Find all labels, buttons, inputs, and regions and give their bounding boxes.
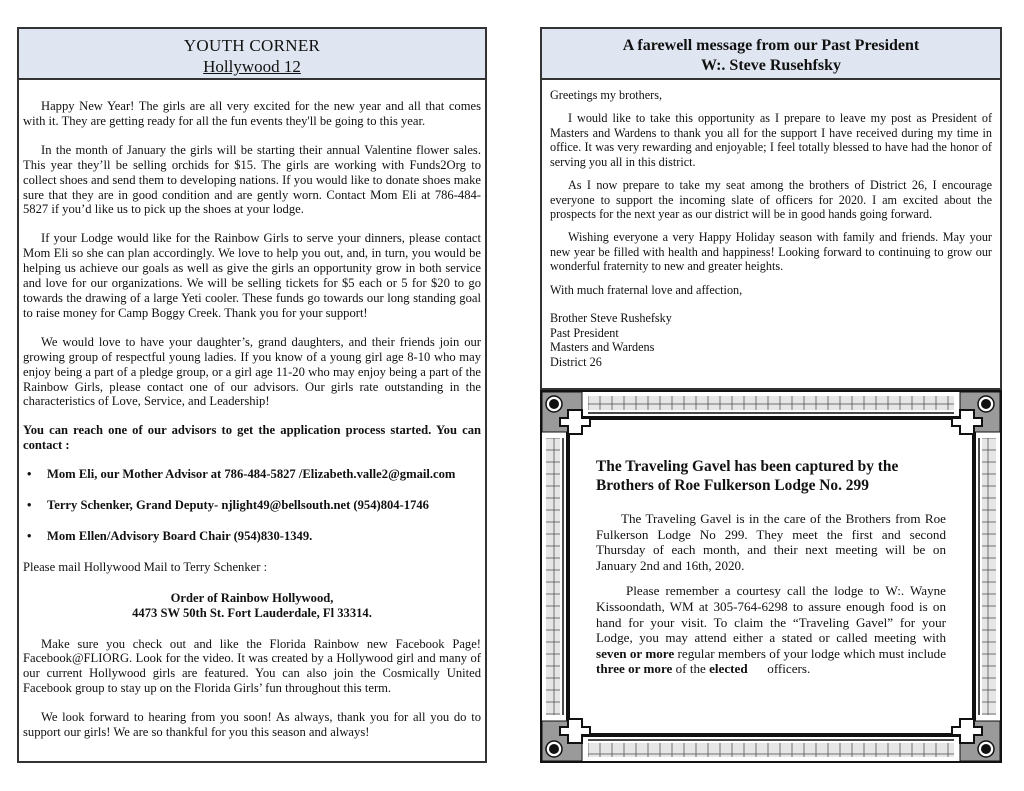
gavel-para-2-text: officers. (747, 661, 811, 677)
frame-top-tiles (588, 396, 954, 410)
gavel-para-2-text: Please remember a courtesy call the lodge to W:. Wayne Kissoondath, WM at 305-764-6298 to assure enough food is on hand for your visit. To claim the “Traveling Gavel” for your Lodge, you may attend either a stated or called meeting with (596, 583, 946, 646)
youth-para-3: If your Lodge would like for the Rainbow Girls to serve your dinners, please contact Mom Eli so she can plan accordingly. We love to help you out, and, in turn, you would be helping us achieve our goals as well as give the girls an opportunity grow in both service and love for our organizations. We will be selling tickets for $5 each or 5 for $20 to go towards the drawing of a large Yeti cooler. These funds go towards our long standing goal to raise money for Camp Boggy Creek. Thank you for your support! (23, 231, 481, 320)
farewell-title: A farewell message from our Past President (622, 37, 920, 54)
frame-left-tiles (546, 438, 560, 715)
traveling-gavel-article (596, 457, 946, 687)
gavel-para-2-text: of the (672, 661, 710, 677)
gavel-para-1: The Traveling Gavel is in the care of the Brothers from Roe Fulkerson Lodge No 299. They meet the first and second Thursday of each month, and their next meeting will be on January 2nd and 16th, 2020. (596, 511, 946, 573)
youth-para-4: We would love to have your daughter’s, grand daughters, and their friends join our growing group of respectful young ladies. If you know of a young girl age 8-10 who may enjoy being a part of a pledge group, or a girl age 11-20 who may enjoy being a part of the Rainbow Girls, please contact one of our advisors. Our girls rate outstanding in the characteristics of Love, Service, and Leadership! (23, 334, 481, 409)
youth-corner-subtitle: Hollywood 12 (203, 57, 301, 76)
farewell-para-1: I would like to take this opportunity as I prepare to leave my post as President of Masters and Wardens to thank you all for the support I have received during my time in office. It was very rewarding and enjoyable; I feel totally blessed to have had the honor of serving you all in this district. (550, 111, 992, 169)
farewell-signature (550, 311, 992, 369)
gavel-para-2 (596, 583, 946, 677)
farewell-body (542, 80, 1000, 370)
signature-title: Past President (550, 325, 619, 340)
advisors-intro: You can reach one of our advisors to get the application process started. You can contact : (23, 423, 481, 453)
bullet-icon: • (27, 467, 32, 482)
advisor-text: Terry Schenker, Grand Deputy- njlight49@bellsouth.net (954)804-1746 (47, 498, 429, 513)
bullet-icon: • (27, 528, 32, 543)
advisor-text: Mom Ellen/Advisory Board Chair (954)830-1349. (47, 528, 313, 543)
advisor-item (23, 498, 481, 513)
address-line-1: Order of Rainbow Hollywood, (170, 590, 334, 605)
gavel-emphasis-three: three or more (596, 661, 673, 677)
youth-para-2: In the month of January the girls will be starting their annual Valentine flower sales. This year they’ll be selling orchids for $15. The girls are working with Funds2Org to collect shoes and send them to developing nations. If you would like to donate shoes make sure that they are in good condition and are gently worn. Contact Mom Eli at 786-484-5827 if you’d like us to pick up the shoes at your lodge. (23, 142, 481, 217)
youth-para-1: Happy New Year! The girls are all very excited for the new year and all that comes with it. They are getting ready for all the fun events they'll be going to this year. (23, 99, 481, 128)
youth-para-5: Make sure you check out and like the Florida Rainbow new Facebook Page! Facebook@FLIORG. Look for the video. It was created by a Hollywood girl and many of our current Hollywood girls are featured. You can also join the Cosmically United Facebook group to stay up on the Florida Girls’ fun throughout this term. (23, 636, 481, 696)
youth-corner-body (19, 80, 485, 740)
advisor-text: Mom Eli, our Mother Advisor at 786-484-5827 /Elizabeth.valle2@gmail.com (47, 467, 456, 482)
signature-name: Brother Steve Rushefsky (550, 311, 672, 326)
farewell-panel (540, 27, 1002, 390)
mail-note: Please mail Hollywood Mail to Terry Schenker : (23, 559, 268, 574)
gavel-para-2-text: regular members of your lodge which must include (674, 645, 947, 661)
signature-org: Masters and Wardens (550, 340, 655, 355)
gavel-title: The Traveling Gavel has been captured by the Brothers of Roe Fulkerson Lodge No. 299 (596, 458, 899, 494)
address-line-2: 4473 SW 50th St. Fort Lauderdale, Fl 33314. (132, 605, 372, 620)
farewell-para-3: Wishing everyone a very Happy Holiday season with family and friends. May your new year be filled with health and happiness! Looking forward to continuing to grow our wonderful fraternity to new and greater heights. (550, 230, 992, 274)
youth-para-6: We look forward to hearing from you soon! As always, thank you for all you do to support our girls! We are so thankful for you this season and always! (23, 710, 481, 740)
gavel-emphasis-seven: seven or more (596, 645, 675, 661)
signature-district: District 26 (550, 354, 602, 369)
frame-bottom-tiles (588, 743, 954, 757)
mail-address (23, 591, 481, 621)
advisor-list (23, 467, 481, 544)
advisor-item (23, 467, 481, 482)
gavel-emphasis-elected: elected (709, 661, 748, 677)
farewell-closing: With much fraternal love and affection, (550, 282, 743, 297)
farewell-header (542, 29, 1000, 80)
bullet-icon: • (27, 498, 32, 513)
youth-corner-header (19, 29, 485, 80)
youth-corner-title: YOUTH CORNER (183, 36, 321, 55)
farewell-para-2: As I now prepare to take my seat among the brothers of District 26, I encourage everyone to support the incoming slate of officers for 2020. I am excited about the prospects for the next year as our district will be in good hands going forward. (550, 177, 992, 222)
youth-corner-panel (17, 27, 487, 763)
frame-right-tiles (982, 438, 996, 715)
farewell-greeting: Greetings my brothers, (550, 88, 663, 102)
advisor-item (23, 529, 481, 544)
farewell-title-name: W:. Steve Rusehfsky (700, 57, 841, 74)
